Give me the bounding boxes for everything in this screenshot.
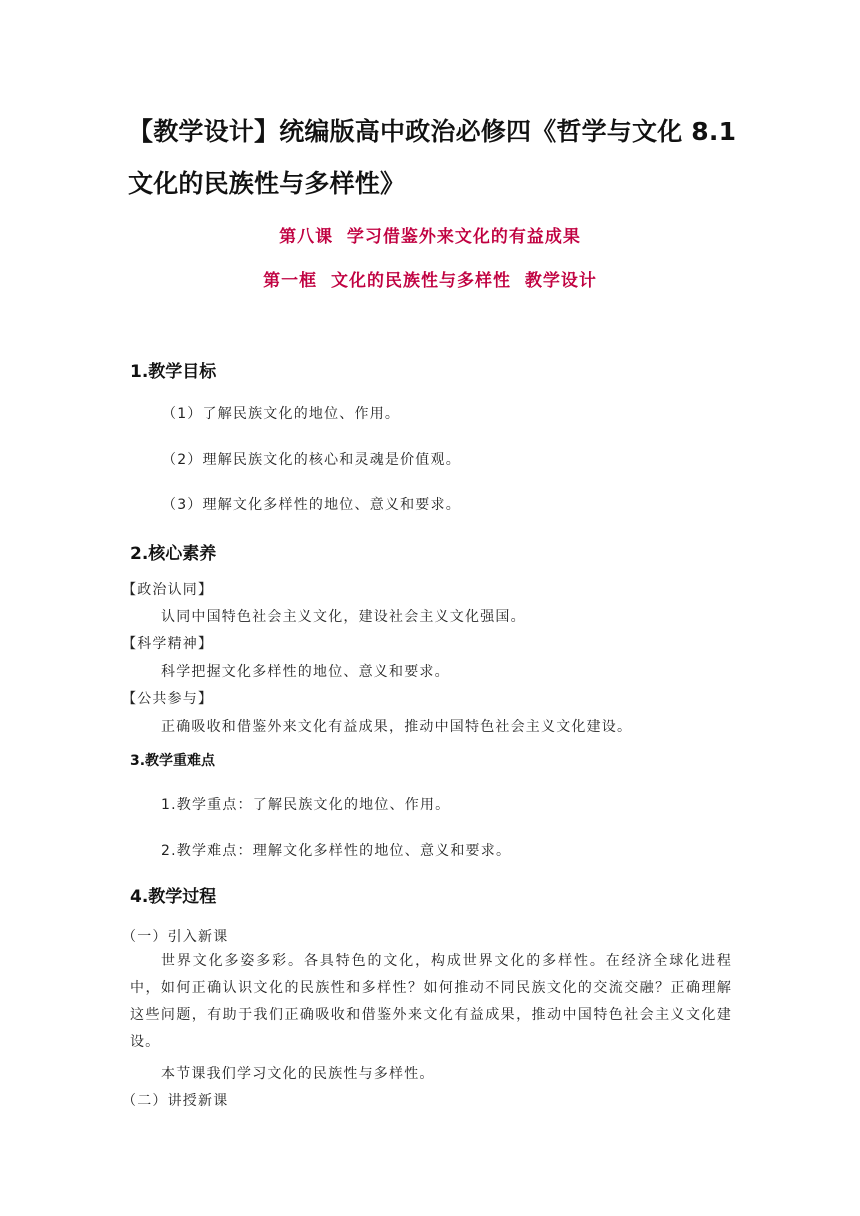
goal-item-3: （3）理解文化多样性的地位、意义和要求。 <box>162 497 461 513</box>
document-title: 【教学设计】统编版高中政治必修四《哲学与文化 8.1文化的民族性与多样性》 <box>128 117 737 198</box>
process-part1-intro: 本节课我们学习文化的民族性与多样性。 <box>161 1066 435 1082</box>
literacy-text-science: 科学把握文化多样性的地位、意义和要求。 <box>161 664 450 680</box>
process-part1-paragraph: 世界文化多姿多彩。各具特色的文化，构成世界文化的多样性。在经济全球化进程中，如何正确认识文化的民族性和多样性？如何推动不同民族文化的交流交融？正确理解这些问题，有助于我们正确吸收和借鉴外来文化有益成果，推动中国特色社会主义文化建设。 <box>130 953 732 1050</box>
key-point-2: 2.教学难点：理解文化多样性的地位、意义和要求。 <box>161 843 512 859</box>
goals-heading: 1.教学目标 <box>130 362 217 382</box>
goal-item-2: （2）理解民族文化的核心和灵魂是价值观。 <box>162 452 461 468</box>
process-part1-label: （一）引入新课 <box>122 929 229 945</box>
literacy-heading: 2.核心素养 <box>130 544 217 564</box>
process-heading: 4.教学过程 <box>130 887 217 907</box>
section-title: 第一框 文化的民族性与多样性 教学设计 <box>263 271 597 291</box>
literacy-label-political: 【政治认同】 <box>122 582 214 598</box>
goal-item-1: （1）了解民族文化的地位、作用。 <box>162 406 401 422</box>
lesson-title: 第八课 学习借鉴外来文化的有益成果 <box>279 227 581 247</box>
key-points-heading: 3.教学重难点 <box>130 753 216 769</box>
process-part2-label: （二）讲授新课 <box>122 1093 229 1109</box>
literacy-label-public: 【公共参与】 <box>122 691 214 707</box>
literacy-text-political: 认同中国特色社会主义文化，建设社会主义文化强国。 <box>161 609 526 625</box>
key-point-1: 1.教学重点：了解民族文化的地位、作用。 <box>161 797 451 813</box>
literacy-text-public: 正确吸收和借鉴外来文化有益成果，推动中国特色社会主义文化建设。 <box>161 719 633 735</box>
literacy-label-science: 【科学精神】 <box>122 636 214 652</box>
